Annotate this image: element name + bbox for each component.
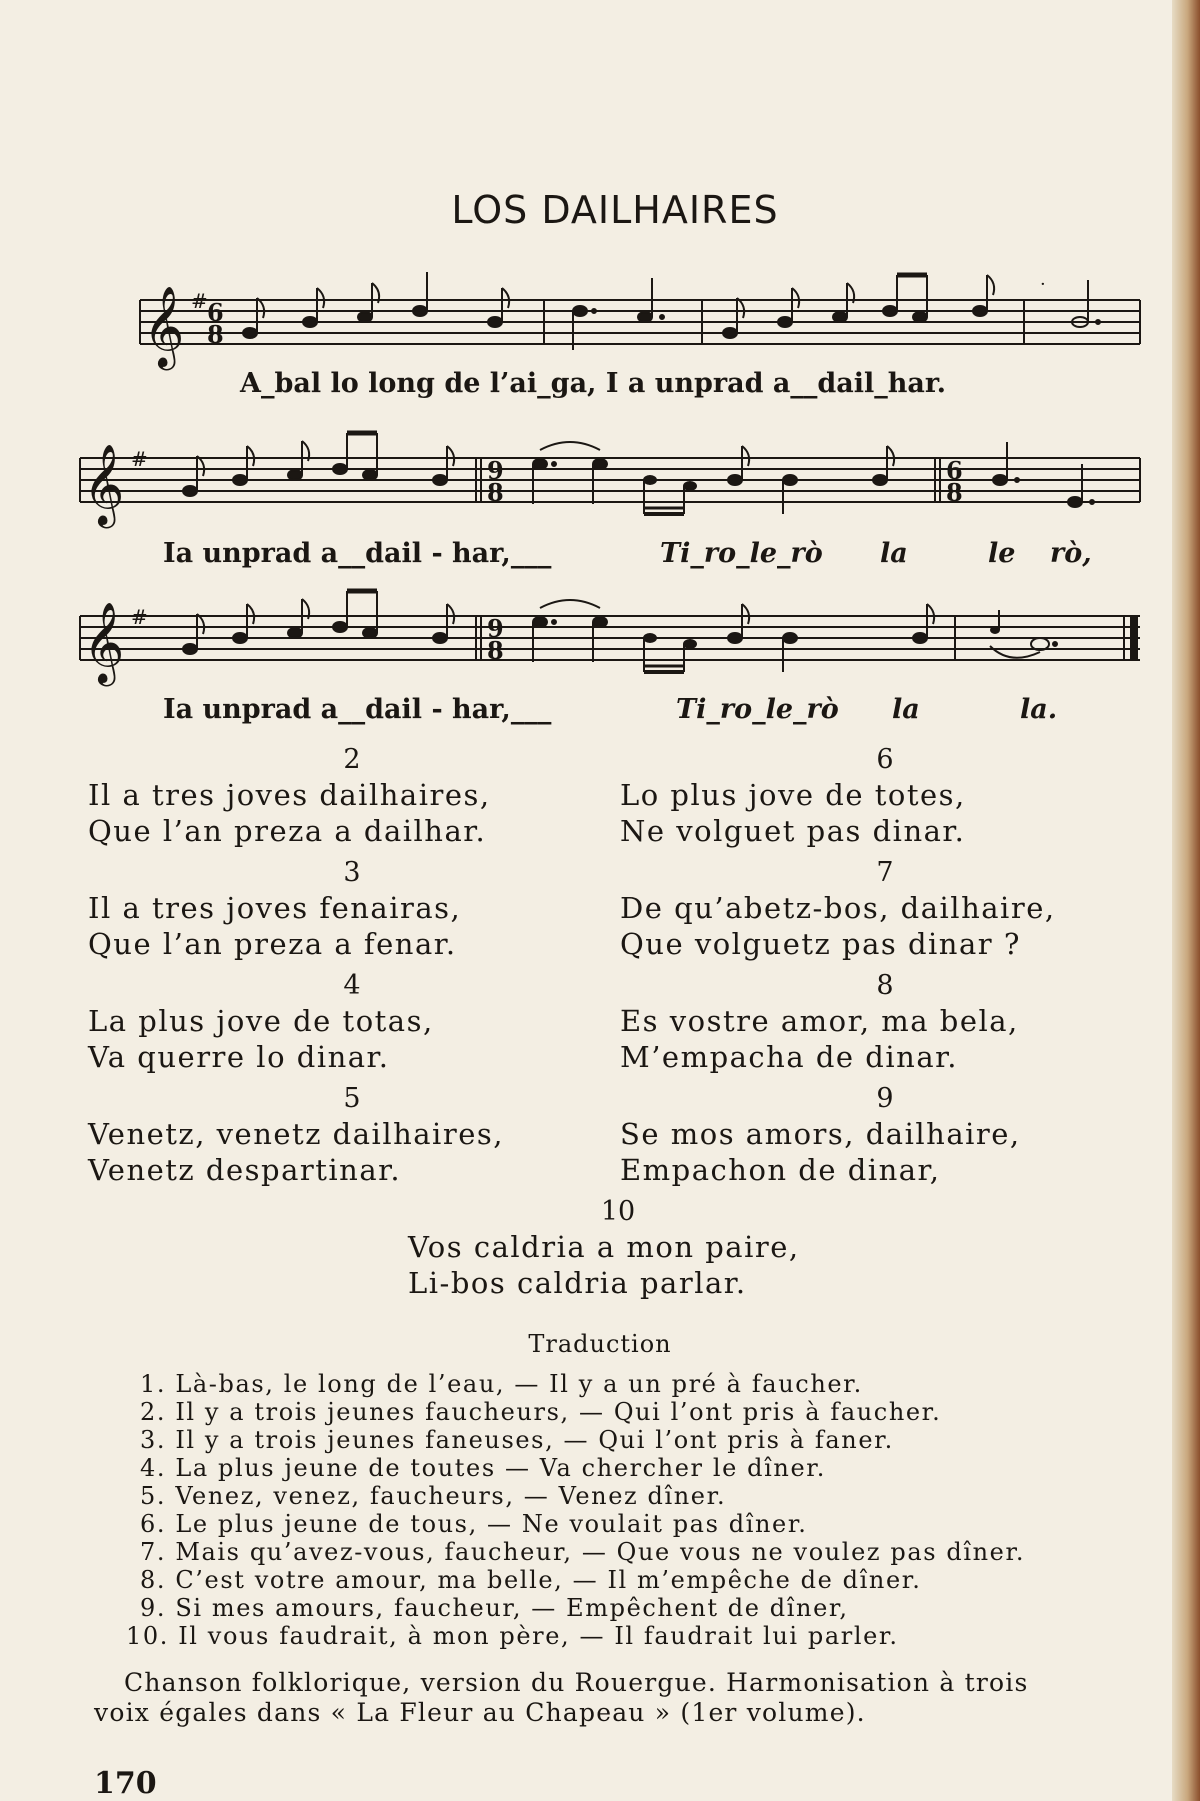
translation-line: 4. La plus jeune de toutes — Va chercher le dîner. [140, 1454, 826, 1482]
staff-3-lyric-tirolero: Ti_ro_le_rò [676, 694, 839, 725]
verse-line: Venetz despartinar. [88, 1153, 402, 1187]
verse-line: Il a tres joves fenairas, [88, 891, 462, 925]
svg-text:8: 8 [487, 636, 504, 665]
verse-number: 9 [876, 1083, 894, 1114]
verse-line: Li-bos caldria parlar. [408, 1266, 747, 1300]
svg-text:6: 6 [207, 298, 224, 327]
staff-2-lyric-le: le [988, 538, 1016, 569]
staff-2-lyrics: Ia unprad a__dail - har,___ [163, 538, 552, 569]
verse-line: De qu’abetz-bos, dailhaire, [620, 891, 1056, 925]
staff-3-lyrics: Ia unprad a__dail - har,___ [163, 694, 552, 725]
translation-line: 2. Il y a trois jeunes faucheurs, — Qui l’ont pris à faucher. [140, 1398, 942, 1426]
translation-heading: Traduction [528, 1330, 672, 1358]
svg-text:8: 8 [946, 478, 963, 507]
verse-number: 5 [343, 1083, 361, 1114]
footnote-line: voix égales dans « La Fleur au Chapeau » (1er volume). [94, 1698, 866, 1727]
verse-line: Es vostre amor, ma bela, [620, 1004, 1019, 1038]
translation-line: 6. Le plus jeune de tous, — Ne voulait pas dîner. [140, 1510, 808, 1538]
svg-text:#: # [131, 447, 148, 471]
verse-line: Ne volguet pas dinar. [620, 814, 966, 848]
svg-text:9: 9 [487, 456, 504, 485]
translation-line: 10. Il vous faudrait, à mon père, — Il faudrait lui parler. [126, 1622, 899, 1650]
verse-number: 2 [343, 744, 361, 775]
song-title: LOS DAILHAIRES [451, 188, 779, 232]
staff-2-lyric-la: la [880, 538, 908, 569]
svg-text:6: 6 [946, 456, 963, 485]
music-staff-2 [0, 428, 1200, 568]
verse-number: 6 [876, 744, 894, 775]
verse-number: 4 [343, 970, 361, 1001]
music-staff-3 [0, 586, 1200, 726]
svg-text:𝄞: 𝄞 [83, 443, 125, 525]
svg-text:·: · [1040, 274, 1046, 295]
verse-line: Se mos amors, dailhaire, [620, 1117, 1021, 1151]
staff-2-lyric-ro: rò, [1050, 538, 1092, 569]
staff-1-lyrics: A_bal lo long de l’ai_ga, I a unprad a__dail_har. [240, 368, 947, 399]
verse-line: M’empacha de dinar. [620, 1040, 958, 1074]
svg-text:8: 8 [207, 320, 224, 349]
svg-text:9: 9 [487, 614, 504, 643]
translation-line: 7. Mais qu’avez-vous, faucheur, — Que vous ne voulez pas dîner. [140, 1538, 1026, 1566]
verse-number: 10 [600, 1196, 636, 1227]
translation-line: 3. Il y a trois jeunes faneuses, — Qui l’ont pris à faner. [140, 1426, 894, 1454]
verse-line: Lo plus jove de totes, [620, 778, 966, 812]
verse-line: Empachon de dinar, [620, 1153, 941, 1187]
translation-line: 1. Là-bas, le long de l’eau, — Il y a un pré à faucher. [140, 1370, 863, 1398]
verse-line: Va querre lo dinar. [88, 1040, 390, 1074]
svg-text:#: # [131, 605, 148, 629]
translation-line: 9. Si mes amours, faucheur, — Empêchent de dîner, [140, 1594, 849, 1622]
verse-number: 3 [343, 857, 361, 888]
verse-line: Que l’an preza a dailhar. [88, 814, 487, 848]
translation-line: 5. Venez, venez, faucheurs, — Venez dîner. [140, 1482, 727, 1510]
verse-line: Que l’an preza a fenar. [88, 927, 457, 961]
staff-3-lyric-la-final: la. [1020, 694, 1058, 725]
svg-text:#: # [191, 289, 208, 313]
verse-line: Il a tres joves dailhaires, [88, 778, 491, 812]
svg-text:8: 8 [487, 478, 504, 507]
translation-line: 8. C’est votre amour, ma belle, — Il m’empêche de dîner. [140, 1566, 922, 1594]
verse-line: La plus jove de totas, [88, 1004, 434, 1038]
verse-number: 8 [876, 970, 894, 1001]
svg-text:𝄞: 𝄞 [83, 601, 125, 683]
staff-2-lyric-tirolero: Ti_ro_le_rò [660, 538, 823, 569]
verse-line: Venetz, venetz dailhaires, [88, 1117, 504, 1151]
verse-line: Vos caldria a mon paire, [408, 1230, 800, 1264]
verse-line: Que volguetz pas dinar ? [620, 927, 1021, 961]
page-number: 170 [94, 1766, 157, 1801]
verse-number: 7 [876, 857, 894, 888]
footnote-line: Chanson folklorique, version du Rouergue. Harmonisation à trois [124, 1668, 1029, 1697]
svg-text:𝄞: 𝄞 [143, 285, 185, 367]
music-staff-1 [0, 270, 1200, 410]
staff-3-lyric-la: la [892, 694, 920, 725]
